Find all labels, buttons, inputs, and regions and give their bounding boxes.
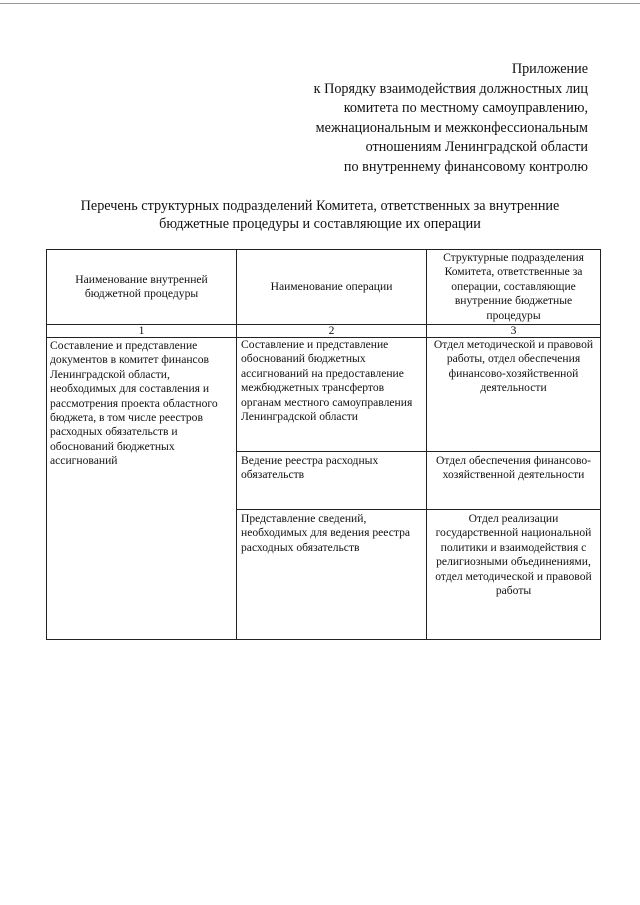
header-responsible-units: Структурные подразделения Комитета, ответственные за операции, составляющие внутренние бюджетные процедуры <box>427 250 601 325</box>
appendix-line: отношениям Ленинградской области <box>365 139 588 156</box>
header-operation-name: Наименование операции <box>237 250 427 325</box>
operation-cell: Составление и представление обоснований бюджетных ассигнований на предоставление межбюджетных трансфертов органам местного самоуправления Ленинградской области <box>237 338 427 452</box>
responsible-unit-cell: Отдел реализации государственной национальной политики и взаимодействия с религиозными объединениями, отдел методической и правовой работы <box>427 510 601 640</box>
appendix-header <box>168 60 588 178</box>
appendix-line: Приложение <box>511 61 588 77</box>
column-number: 1 <box>47 325 237 338</box>
procedure-cell: Составление и представление документов в комитет финансов Ленинградской области, необходимых для составления и рассмотрения проекта областного бюджета, в том числе реестров расходных обязательств и обоснований бюджетных ассигнований <box>47 338 237 640</box>
operation-cell: Ведение реестра расходных обязательств <box>237 452 427 510</box>
appendix-line: к Порядку взаимодействия должностных лиц <box>313 80 588 97</box>
header-procedure-name: Наименование внутренней бюджетной процедуры <box>47 250 237 325</box>
column-number: 3 <box>427 325 601 338</box>
document-title <box>40 198 600 233</box>
top-edge-line <box>0 3 640 4</box>
document-title-line-1: Перечень структурных подразделений Комитета, ответственных за внутренние <box>80 198 560 214</box>
operation-cell: Представление сведений, необходимых для ведения реестра расходных обязательств <box>237 510 427 640</box>
responsible-unit-cell: Отдел обеспечения финансово-хозяйственной деятельности <box>427 452 601 510</box>
appendix-line: межнациональным и межконфессиональным <box>315 119 588 136</box>
table-header-row <box>47 250 601 325</box>
appendix-line: комитета по местному самоуправлению, <box>343 100 588 117</box>
appendix-line: по внутреннему финансовому контролю <box>343 158 588 175</box>
table-row <box>47 338 601 452</box>
column-number: 2 <box>237 325 427 338</box>
document-title-line-2: бюджетные процедуры и составляющие их операции <box>159 215 481 232</box>
procedures-table <box>46 249 601 640</box>
column-number-row <box>47 325 601 338</box>
responsible-unit-cell: Отдел методической и правовой работы, отдел обеспечения финансово-хозяйственной деятельности <box>427 338 601 452</box>
